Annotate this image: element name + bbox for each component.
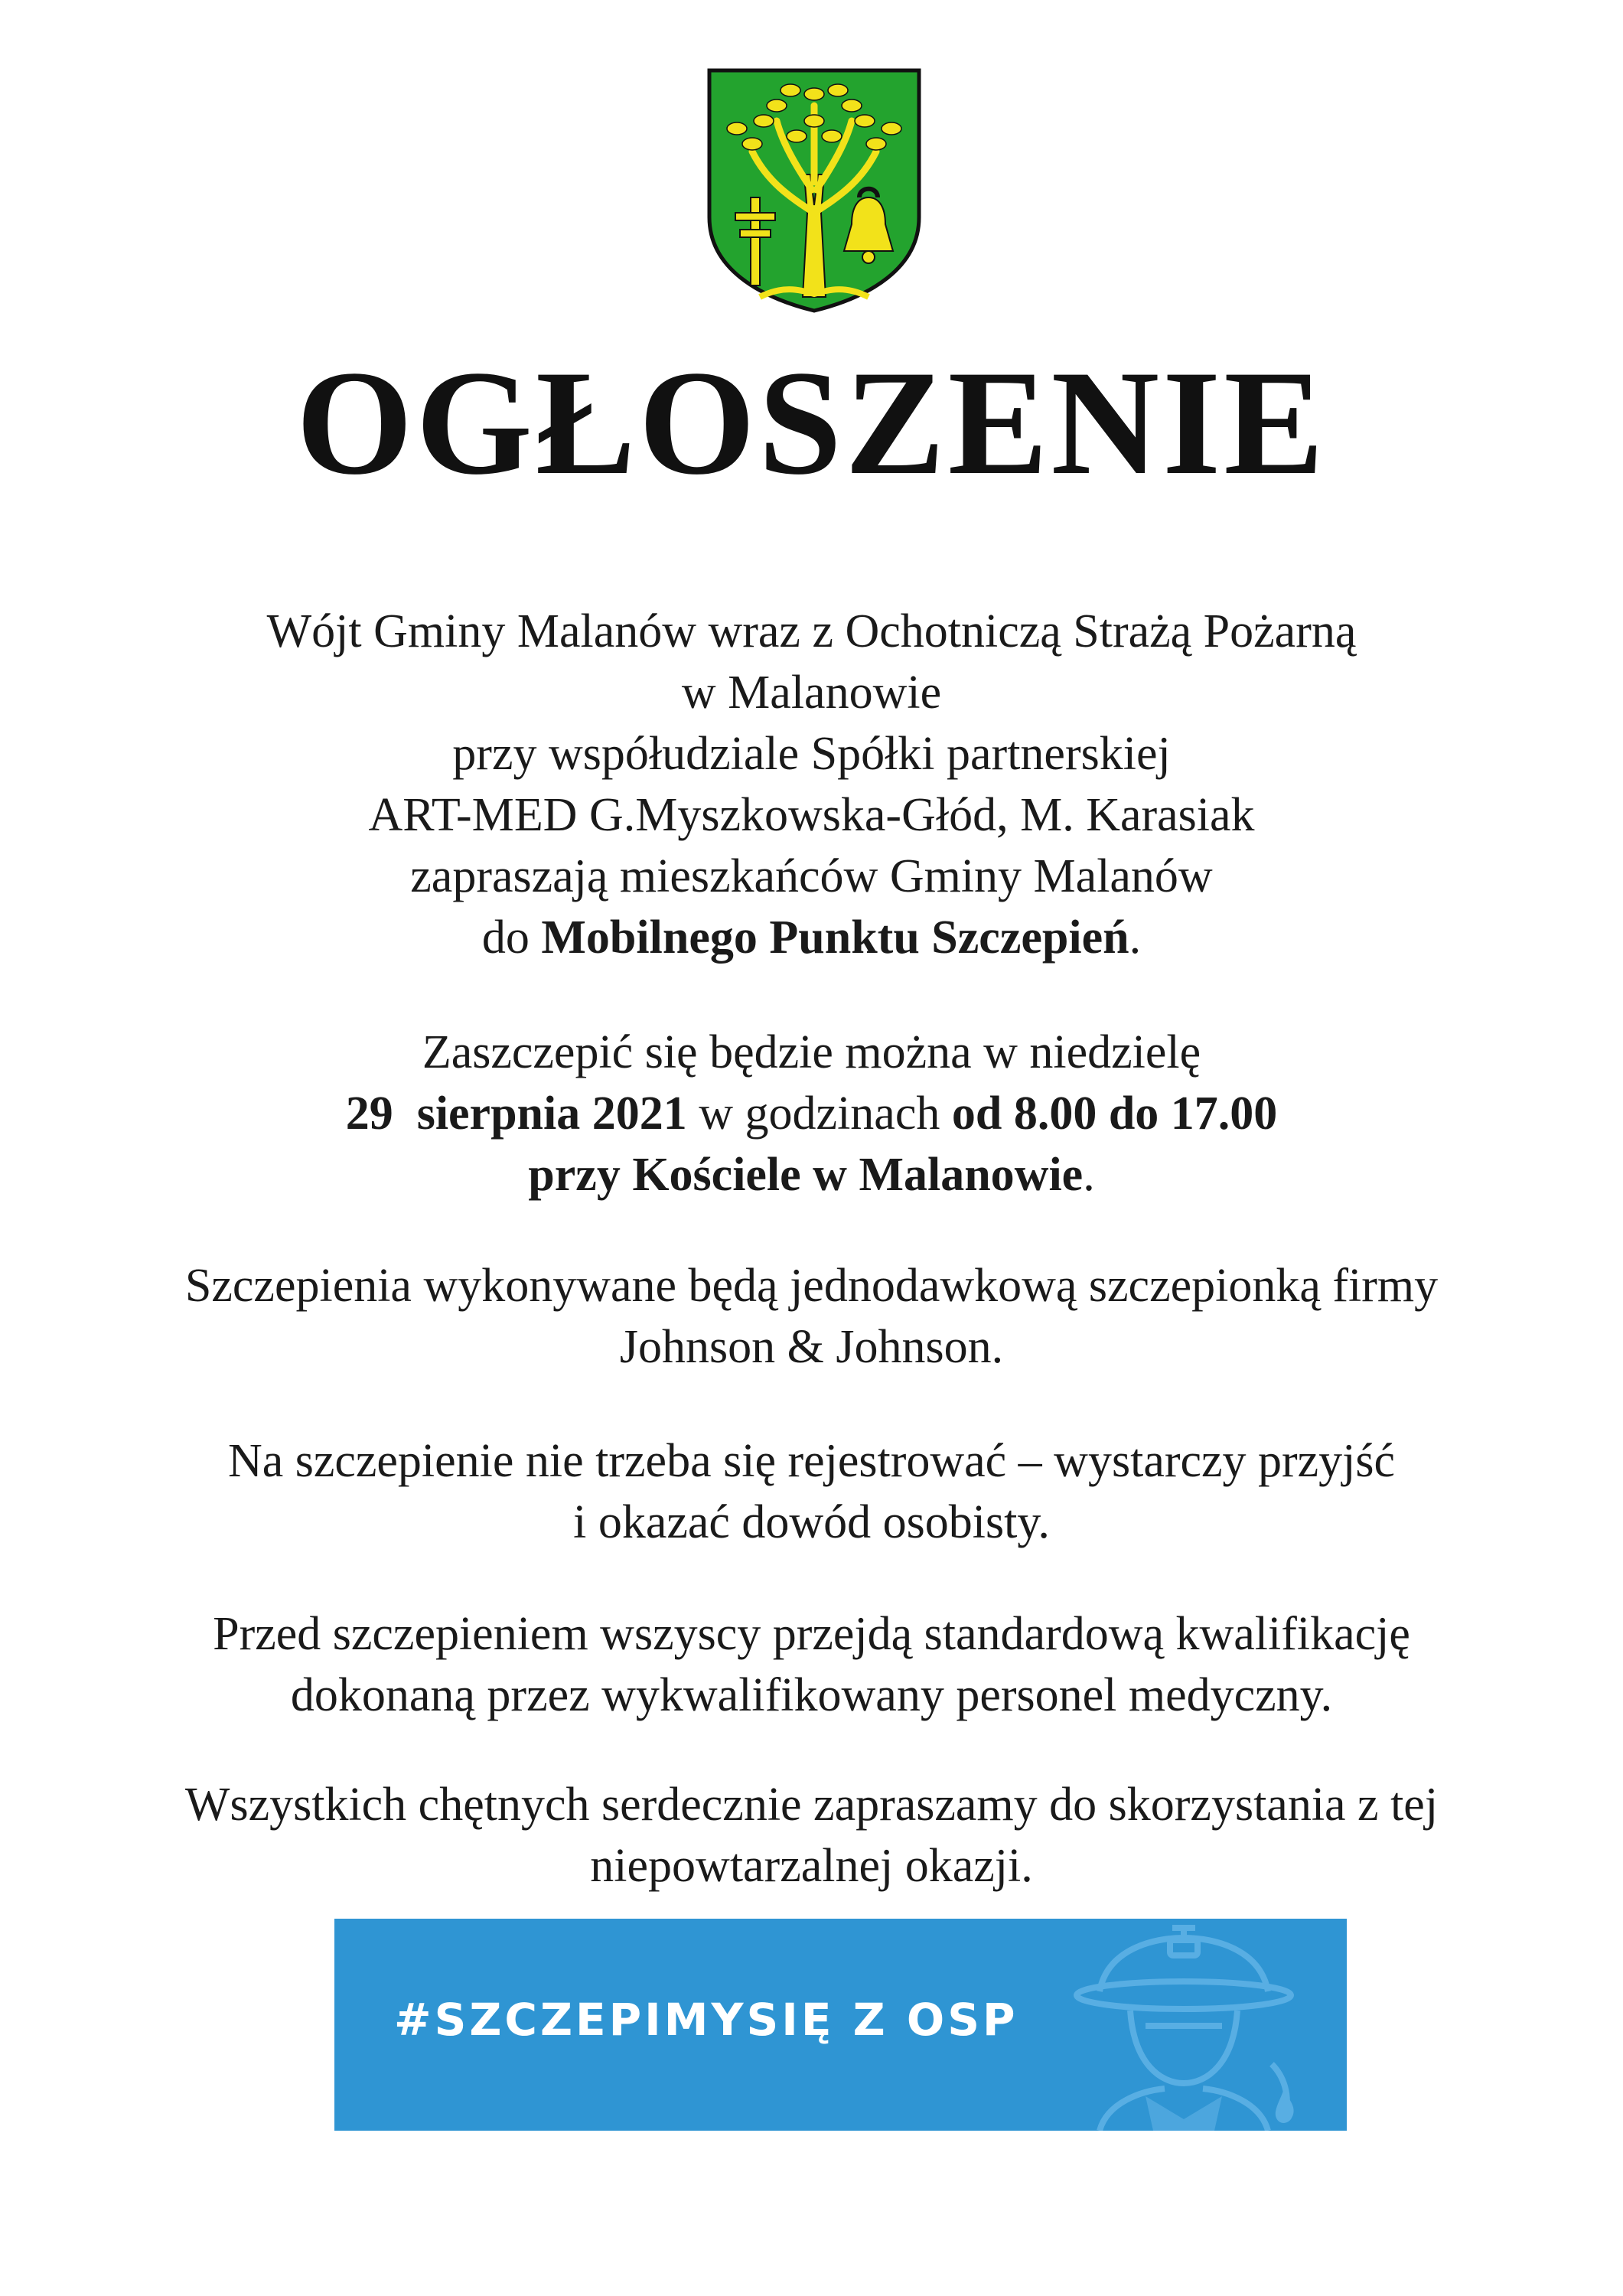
place-line bbox=[0, 1144, 1623, 1205]
date-paragraph bbox=[0, 1022, 1623, 1205]
invitation-line: Wszystkich chętnych serdecznie zapraszamy do skorzystania z tej bbox=[184, 1779, 1439, 1831]
page-title: OGŁOSZENIE bbox=[295, 340, 1328, 506]
event-date: 29 sierpnia 2021 bbox=[345, 1088, 687, 1140]
registration-paragraph bbox=[0, 1430, 1623, 1553]
date-line bbox=[0, 1083, 1623, 1144]
vaccine-paragraph bbox=[0, 1255, 1623, 1378]
banner-hashtag: #SZCZEPIMYSIĘ Z OSP bbox=[394, 1994, 1018, 2046]
date-line-intro: Zaszczepić się będzie można w niedzielę bbox=[422, 1026, 1201, 1078]
intro-post: . bbox=[1129, 912, 1142, 964]
place-end: . bbox=[1083, 1149, 1095, 1201]
intro-line: przy współudziale Spółki partnerskiej bbox=[452, 728, 1171, 780]
event-place: przy Kościele w Malanowie bbox=[528, 1149, 1084, 1201]
firefighter-icon bbox=[1008, 1919, 1344, 2131]
intro-pre: do bbox=[481, 912, 542, 964]
date-mid-text: w godzinach bbox=[686, 1088, 952, 1140]
intro-line: Wójt Gminy Malanów wraz z Ochotniczą Strażą Pożarną bbox=[266, 605, 1357, 657]
intro-line: ART-MED G.Myszkowska-Głód, M. Karasiak bbox=[368, 789, 1255, 841]
coat-of-arms-logo bbox=[706, 67, 922, 314]
registration-line: Na szczepienie nie trzeba się rejestrować – wystarczy przyjść bbox=[227, 1435, 1396, 1487]
vaccine-line: Szczepienia wykonywane będą jednodawkową szczepionką firmy bbox=[184, 1260, 1439, 1312]
invitation-line: niepowtarzalnej okazji. bbox=[590, 1840, 1033, 1892]
invitation-paragraph bbox=[0, 1774, 1623, 1896]
vaccination-point-name: Mobilnego Punktu Szczepień bbox=[541, 912, 1129, 964]
vaccine-line: Johnson & Johnson. bbox=[619, 1321, 1004, 1373]
qualification-line: dokonaną przez wykwalifikowany personel medyczny. bbox=[290, 1669, 1333, 1721]
intro-line: zapraszają mieszkańców Gminy Malanów bbox=[410, 850, 1213, 902]
event-hours: od 8.00 do 17.00 bbox=[951, 1088, 1278, 1140]
intro-line-final bbox=[0, 907, 1623, 968]
osp-campaign-banner bbox=[334, 1919, 1347, 2131]
qualification-line: Przed szczepieniem wszyscy przejdą standardową kwalifikację bbox=[213, 1608, 1410, 1660]
intro-paragraph bbox=[0, 601, 1623, 968]
registration-line: i okazać dowód osobisty. bbox=[573, 1496, 1050, 1548]
intro-line: w Malanowie bbox=[681, 667, 942, 719]
qualification-paragraph bbox=[0, 1603, 1623, 1726]
